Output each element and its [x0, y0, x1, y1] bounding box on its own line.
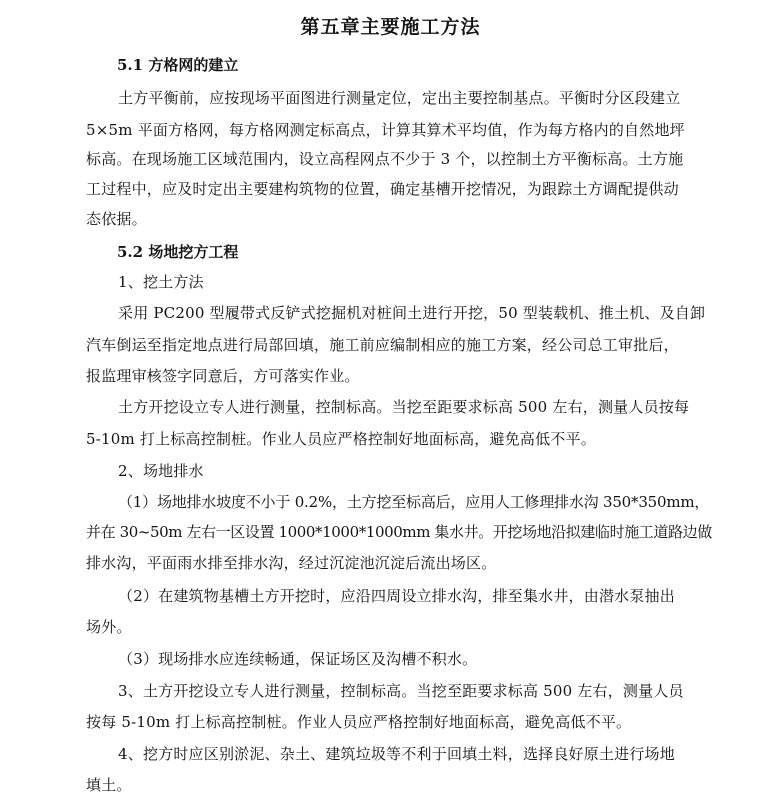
paragraph-line: 采用 PC200 型履带式反铲式挖掘机对桩间土进行开挖，50 型装载机、推土机、及自卸	[118, 304, 706, 322]
paragraph-line: 排水沟，平面雨水排至排水沟，经过沉淀池沉淀后流出场区。	[86, 554, 497, 572]
section-heading-5-2: 5.2 场地挖方工程	[117, 243, 239, 261]
paragraph-line: 汽车倒运至指定地点进行局部回填，施工前应编制相应的施工方案，经公司总工审批后，	[86, 336, 679, 354]
section-heading-5-1: 5.1 方格网的建立	[117, 56, 239, 74]
paragraph-line: 4、挖方时应区别淤泥、杂土、建筑垃圾等不利于回填土料，选择良好原土进行场地	[118, 745, 675, 763]
paragraph-line: 3、土方开挖设立专人进行测量，控制标高。当挖至距要求标高 500 左右，测量人员	[118, 682, 684, 700]
paragraph-line: （2）在建筑物基槽土方开挖时，应沿四周设立排水沟，排至集水井，由潜水泵抽出	[118, 587, 675, 605]
chapter-title: 第五章主要施工方法	[300, 16, 481, 38]
paragraph-line: 并在 30~50m 左右一区设置 1000*1000*1000mm 集水井。开挖场地沿拟建临时施工道路边做	[86, 523, 712, 541]
paragraph-line: （3）现场排水应连续畅通，保证场区及沟槽不积水。	[118, 650, 478, 668]
subheading: 1、挖土方法	[118, 273, 204, 291]
subheading: 2、场地排水	[118, 462, 204, 480]
paragraph-line: （1）场地排水坡度不小于 0.2%，土方挖至标高后，应用人工修理排水沟 350*350mm，	[118, 493, 710, 511]
paragraph-line: 5-10m 打上标高控制桩。作业人员应严格控制好地面标高，避免高低不平。	[86, 430, 596, 448]
paragraph-line: 土方平衡前，应按现场平面图进行测量定位，定出主要控制基点。平衡时分区段建立	[118, 89, 681, 107]
paragraph-line: 场外。	[86, 618, 132, 636]
paragraph-line: 按每 5-10m 打上标高控制桩。作业人员应严格控制好地面标高，避免高低不平。	[86, 713, 632, 731]
paragraph-line: 工过程中，应及时定出主要建构筑物的位置，确定基槽开挖情况，为跟踪土方调配提供动	[86, 180, 679, 198]
paragraph-line: 土方开挖设立专人进行测量，控制标高。当挖至距要求标高 500 左右，测量人员按每	[118, 398, 690, 416]
paragraph-line: 态依据。	[86, 210, 147, 228]
paragraph-line: 标高。在现场施工区域范围内，设立高程网点不少于 3 个，以控制土方平衡标高。土方施	[86, 150, 684, 168]
paragraph-line: 报监理审核签字同意后，方可落实作业。	[86, 367, 360, 385]
paragraph-line: 填土。	[86, 776, 132, 794]
paragraph-line: 5×5m 平面方格网，每方格网测定标高点，计算其算术平均值，作为每方格内的自然地坪	[86, 121, 685, 139]
